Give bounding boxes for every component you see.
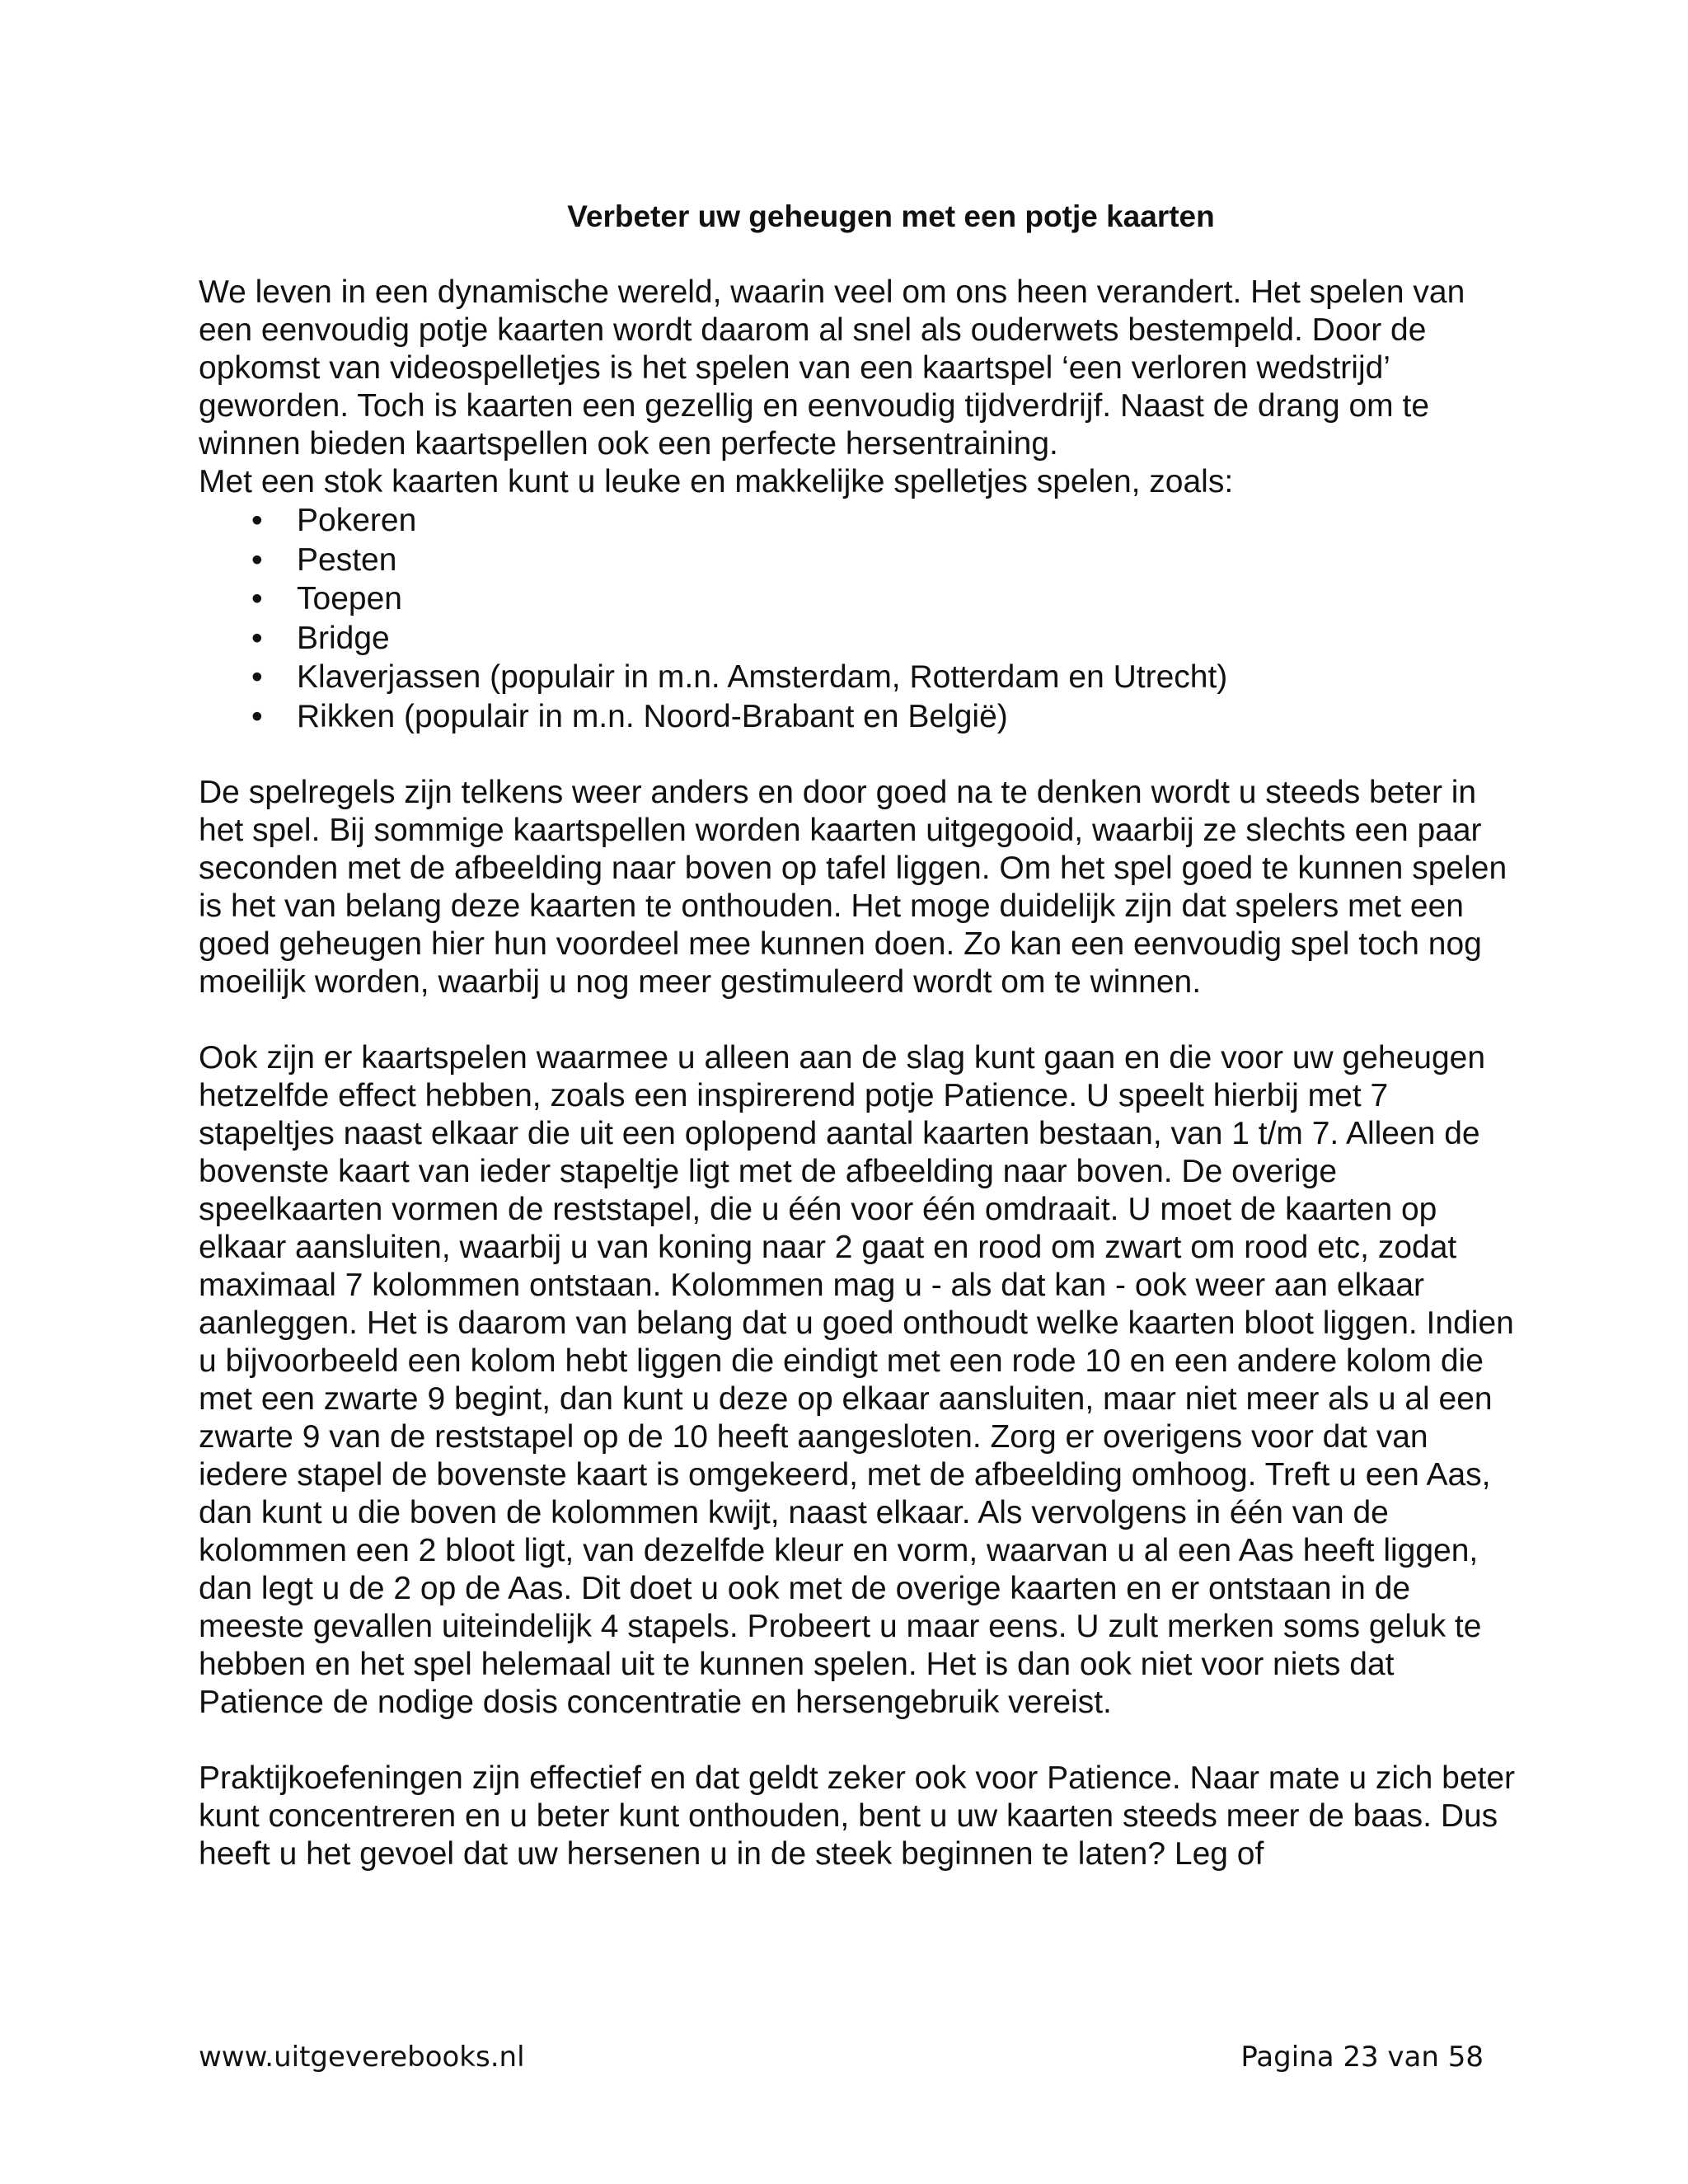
bullet-icon: •	[251, 620, 263, 656]
patience-paragraph: Ook zijn er kaartspelen waarmee u alleen aan de slag kunt gaan en die voor uw geheugen hetzelfde effect hebben, zoals een inspirerend potje Patience. U speelt hierbij met 7 stapeltjes naast elkaar die uit een oplopend aantal kaarten bestaan, van 1 t/m 7. Alleen de bovenste kaart van ieder stapeltje ligt met de afbeelding naar boven. De overige speelkaarten vormen de reststapel, die u één voor één omdraait. U moet de kaarten op elkaar aansluiten, waarbij u van koning naar 2 gaat en rood om zwart om rood etc, zodat maximaal 7 kolommen ontstaan. Kolommen mag u - als dat kan - ook weer aan elkaar aanleggen. Het is daarom van belang dat u goed onthoudt welke kaarten bloot liggen. Indien u bijvoorbeeld een kolom hebt liggen die eindigt met een rode 10 en een andere kolom die met een zwarte 9 begint, dan kunt u deze op elkaar aansluiten, maar niet meer als u al een zwarte 9 van de reststapel op de 10 heeft aangesloten. Zorg er overigens voor dat van iedere stapel de bovenste kaart is omgekeerd, met de afbeelding omhoog. Treft u een Aas, dan kunt u die boven de kolommen kwijt, naast elkaar. Als vervolgens in één van de kolommen een 2 bloot ligt, van dezelfde kleur en vorm, waarvan u al een Aas heeft liggen, dan legt u de 2 op de Aas. Dit doet u ook met de overige kaarten en er ontstaan in de meeste gevallen uiteindelijk 4 stapels. Probeert u maar eens. U zult merken soms geluk te hebben en het spel helemaal uit te kunnen spelen. Het is dan ook niet voor niets dat Patience de nodige dosis concentratie en hersengebruik vereist.	[199, 1040, 1514, 1720]
list-item-text: Pesten	[297, 541, 397, 578]
bullet-icon: •	[251, 503, 263, 538]
list-item	[199, 619, 1517, 658]
list-item-text: Pokeren	[297, 503, 417, 538]
list-item-text: Rikken (populair in m.n. Noord-Brabant en België)	[297, 698, 1008, 734]
list-item-text: Bridge	[297, 620, 390, 656]
list-item	[199, 541, 1517, 580]
list-item-text: Klaverjassen (populair in m.n. Amsterdam, Rotterdam en Utrecht)	[297, 659, 1228, 695]
list-item	[199, 579, 1517, 619]
page-title: Verbeter uw geheugen met een potje kaarten	[567, 199, 1215, 233]
bullet-icon: •	[251, 541, 263, 578]
footer-website: www.uitgeverebooks.nl	[199, 2041, 525, 2074]
practice-paragraph: Praktijkoefeningen zijn effectief en dat geldt zeker ook voor Patience. Naar mate u zich beter kunt concentreren en u beter kunt onthouden, bent u uw kaarten steeds meer de baas. Dus heeft u het gevoel dat uw hersenen u in de steek beginnen te laten? Leg of	[199, 1760, 1516, 1872]
list-intro: Met een stok kaarten kunt u leuke en makkelijke spelletjes spelen, zoals:	[199, 464, 1234, 499]
rules-paragraph: De spelregels zijn telkens weer anders en door goed na te denken wordt u steeds beter in het spel. Bij sommige kaartspellen worden kaarten uitgegooid, waarbij ze slechts een paar seconden met de afbeelding naar boven op tafel liggen. Om het spel goed te kunnen spelen is het van belang deze kaarten te onthouden. Het moge duidelijk zijn dat spelers met een goed geheugen hier hun voordeel mee kunnen doen. Zo kan een eenvoudig spel toch nog moeilijk worden, waarbij u nog meer gestimuleerd wordt om te winnen.	[199, 775, 1507, 1000]
list-item	[199, 658, 1517, 697]
footer-page-number: Pagina 23 van 58	[1240, 2041, 1484, 2074]
bullet-icon: •	[251, 698, 263, 734]
list-item	[199, 501, 1517, 541]
list-item-text: Toepen	[297, 581, 402, 616]
list-item	[199, 697, 1517, 737]
page-content	[199, 198, 1517, 1873]
bullet-icon: •	[251, 581, 263, 616]
intro-paragraph: We leven in een dynamische wereld, waarin veel om ons heen verandert. Het spelen van een eenvoudig potje kaarten wordt daarom al snel als ouderwets bestempeld. Door de opkomst van videospelletjes is het spelen van een kaartspel ‘een verloren wedstrijd’ geworden. Toch is kaarten een gezellig en eenvoudig tijdverdrijf. Naast de drang om te winnen bieden kaartspellen ook een perfecte hersentraining.	[199, 274, 1465, 462]
card-games-list	[199, 501, 1517, 736]
bullet-icon: •	[251, 659, 263, 695]
